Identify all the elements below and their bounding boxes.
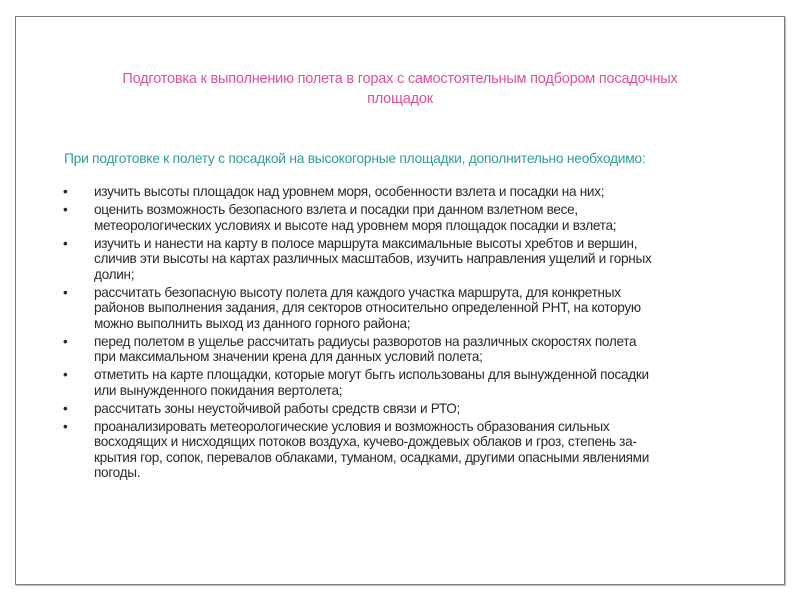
list-item-line: изучить высоты площадок над уровнем моря, особенности взлета и посадки на них; (94, 184, 605, 199)
list-item (60, 236, 651, 283)
subheading: При подготовке к полету с посадкой на высокогорные площадки, дополнительно необходимо: (64, 151, 646, 166)
bullet-icon: • (63, 400, 68, 416)
list-item-line: оценить возможность безопасного взлета и посадки при данном взлетном весе, (94, 202, 578, 217)
list-item (60, 367, 651, 398)
list-item-line: метеорологических условиях и высоте над уровнем моря площадок посадки и взлета; (94, 217, 617, 233)
list-item (60, 334, 651, 365)
title-line: Подготовка к выполнению полета в горах с самостоятельным подбором посадочных (122, 71, 678, 87)
bullet-icon: • (63, 235, 68, 251)
list-item-line: можно выполнить выход из данного горного района; (94, 315, 411, 331)
slide (15, 16, 785, 585)
list-item-line: изучить и нанести на карту в полосе маршрута максимальные высоты хребтов и вершин, (94, 235, 638, 251)
list-item (60, 285, 651, 332)
list-item (60, 202, 651, 233)
list-item-line: районов выполнения задания, для секторов относительно определенной РНТ, на которую (94, 300, 641, 315)
list-item-line: сличив эти высоты на картах различных масштабов, изучить направления ущелий и горных (94, 251, 652, 266)
list-item-line: рассчитать безопасную высоту полета для каждого участка маршрута, для конкретных (94, 284, 621, 300)
slide-title (16, 69, 784, 109)
bullet-icon: • (63, 333, 68, 349)
list-item-line: крытия гор, сопок, перевалов облаками, туманом, осадками, другими опасными явлениями (94, 449, 650, 465)
bullet-icon: • (63, 418, 68, 434)
list-item-line: отметить на карте площадки, которые могут бьггь использованы для вынужденной посадки (94, 367, 649, 382)
title-line: площадок (367, 91, 433, 107)
list-item-line: при максимальном значении крена для данных условий полета; (94, 349, 483, 364)
bullet-icon: • (63, 367, 68, 382)
list-item-line: рассчитать зоны неустойчивой работы средств связи и РТО; (94, 400, 461, 416)
list-item-line: восходящих и нисходящих потоков воздуха, кучево-дождевых облаков и гроз, степень за- (94, 434, 637, 449)
list-item-line: проанализировать метеорологические условия и возможность образования сильных (94, 418, 610, 434)
bullet-icon: • (63, 284, 68, 300)
bullet-icon: • (63, 202, 68, 217)
list-item-line: перед полетом в ущелье рассчитать радиусы разворотов на различных скоростях полета (94, 333, 637, 349)
list-item (60, 419, 651, 481)
list-item (60, 401, 651, 417)
list-item-line: или вынужденного покидания вертолета; (94, 382, 343, 398)
list-item (60, 184, 651, 200)
list-item-line: долин; (94, 266, 135, 282)
list-item-line: погоды. (94, 465, 141, 480)
bullet-list (60, 184, 651, 483)
bullet-icon: • (63, 184, 68, 199)
